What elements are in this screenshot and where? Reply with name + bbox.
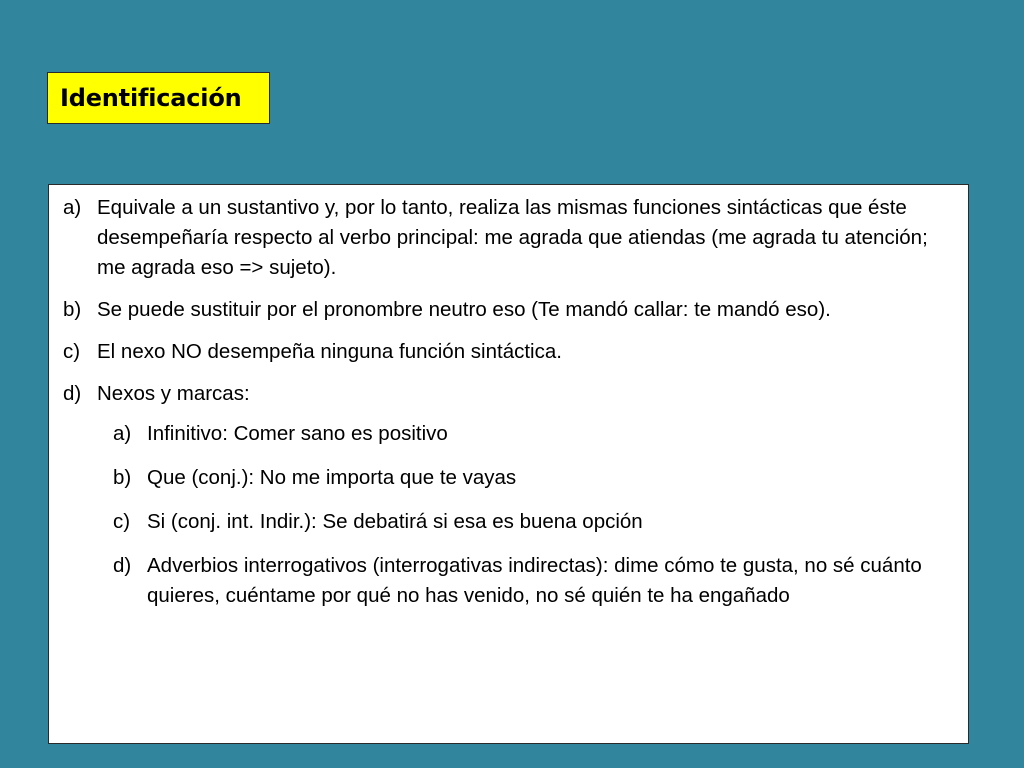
list-marker: a) [63,196,82,219]
sub-list-marker: a) [113,422,132,445]
content-box [48,184,969,744]
title-box [47,72,270,124]
sub-list-item-text: Si (conj. int. Indir.): Se debatirá si esa es buena opción [147,510,643,533]
sub-list-marker: c) [113,510,131,533]
sub-list-item [113,507,954,537]
list-item [63,337,954,367]
list-item-text: Equivale a un sustantivo y, por lo tanto, realiza las mismas funciones sintácticas que éste desempeñaría respecto al verbo principal: me agrada que atiendas (me agrada tu atención; me agrada eso => sujeto). [97,196,928,279]
list-item [63,295,954,325]
list-item [63,193,954,283]
sub-list-marker: b) [113,466,132,489]
sub-list-item [113,419,954,449]
sub-list-marker: d) [113,554,132,577]
sub-list-item [113,463,954,493]
sub-list [63,419,954,611]
list-item-text: Nexos y marcas: [97,382,250,405]
sub-list-item-text: Infinitivo: Comer sano es positivo [147,422,448,445]
slide-title: Identificación [60,84,242,112]
list-marker: d) [63,382,82,405]
list-item [63,379,954,611]
sub-list-item-text: Que (conj.): No me importa que te vayas [147,466,517,489]
list-item-text: El nexo NO desempeña ninguna función sintáctica. [97,340,562,363]
main-list [63,193,954,611]
sub-list-item-text: Adverbios interrogativos (interrogativas indirectas): dime cómo te gusta, no sé cuánto quieres, cuéntame por qué no has venido, no sé quién te ha engañado [147,554,922,607]
list-marker: b) [63,298,82,321]
list-item-text: Se puede sustituir por el pronombre neutro eso (Te mandó callar: te mandó eso). [97,298,831,321]
list-marker: c) [63,340,81,363]
sub-list-item [113,551,954,611]
